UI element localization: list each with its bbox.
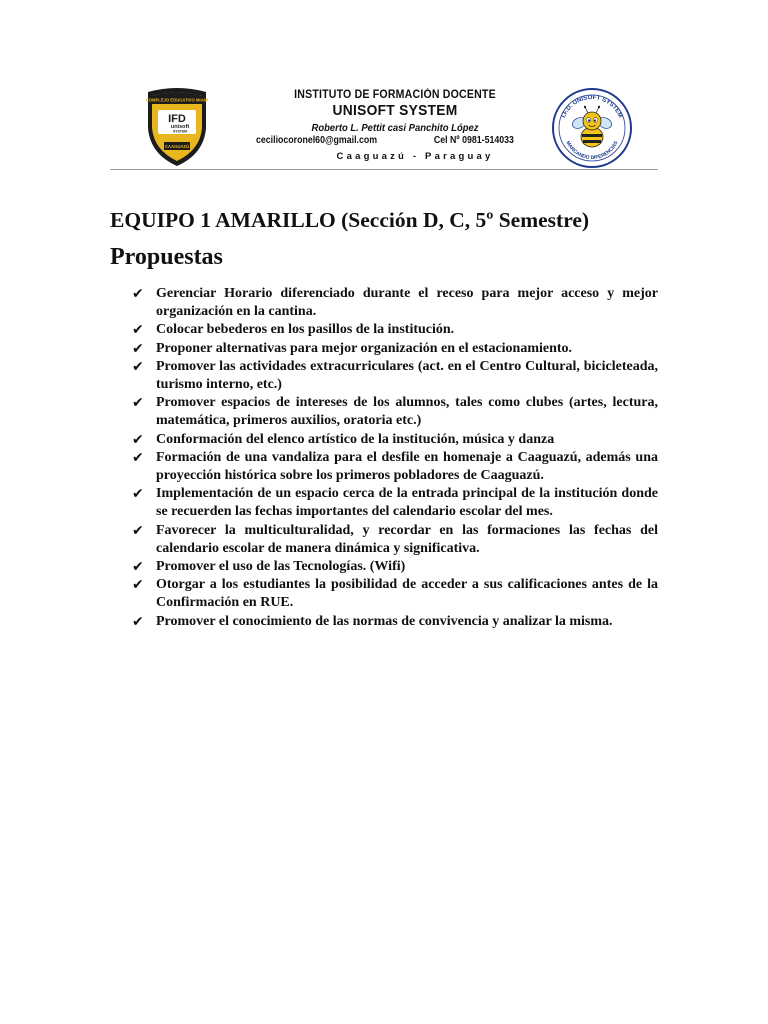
shield-sub-text: SYSTEM [173, 129, 187, 134]
ifd-shield-logo [144, 86, 210, 168]
proposal-item [110, 558, 658, 576]
shield-bottom-text: CAAGUAZÚ [165, 144, 189, 149]
email-address: ceciliocoronel60@gmail.com [256, 135, 378, 146]
badge-ring-bottom: MARCANDO DIFERENCIAS [564, 140, 620, 162]
institute-name: INSTITUTO DE FORMACIÓN DOCENTE [294, 89, 496, 101]
proposal-item [110, 285, 658, 321]
proposal-item [110, 340, 658, 358]
address-line: Roberto L. Pettit casi Panchito López [311, 122, 479, 134]
proposals-list [110, 285, 658, 631]
proposal-item [110, 394, 658, 430]
proposal-item [110, 449, 658, 485]
checkmark-icon: ✔ [132, 340, 144, 357]
proposal-text: Proponer alternativas para mejor organización en el estacionamiento. [156, 340, 573, 356]
proposal-text: Promover el conocimiento de las normas de convivencia y analizar la misma. [156, 613, 613, 629]
proposal-text: Favorecer la multiculturalidad, y recordar en las formaciones las fechas del calendario escolar de manera dinámica y significativa. [156, 522, 658, 556]
checkmark-icon: ✔ [132, 577, 144, 594]
checkmark-icon: ✔ [132, 449, 144, 466]
contact-line [250, 135, 540, 149]
proposal-text: Conformación del elenco artístico de la institución, música y danza [156, 431, 555, 447]
unisoft-badge-logo [551, 87, 633, 169]
checkmark-icon: ✔ [132, 522, 144, 539]
badge-ring-top: I.F.D. UNISOFT SYSTEM [560, 93, 624, 119]
proposal-item [110, 485, 658, 521]
checkmark-icon: ✔ [132, 358, 144, 375]
checkmark-icon: ✔ [132, 559, 144, 576]
shield-top-text: COMPLEJO EDUCATIVO MIAMI [145, 97, 209, 103]
location: Caaguazú - Paraguay [336, 151, 494, 162]
proposal-text: Implementación de un espacio cerca de la entrada principal de la institución donde se recuerden las fechas importantes del calendario escolar del mes. [156, 486, 658, 520]
proposal-text: Gerenciar Horario diferenciado durante el receso para mejor acceso y mejor organización en la cantina. [156, 286, 658, 320]
letterhead-text [250, 84, 540, 162]
proposal-item [110, 431, 658, 449]
shield-brand-text: unisoft [170, 124, 190, 130]
header-divider [110, 169, 658, 170]
proposal-item [110, 613, 658, 631]
page-title: EQUIPO 1 AMARILLO (Sección D, C, 5º Semestre) [110, 208, 590, 232]
proposal-text: Colocar bebederos en los pasillos de la institución. [156, 322, 455, 338]
proposal-text: Promover el uso de las Tecnologías. (Wifi) [156, 559, 406, 575]
proposal-item [110, 522, 658, 558]
proposal-text: Promover espacios de intereses de los alumnos, tales como clubes (artes, lectura, matemática, primeros auxilios, oratoria etc.) [156, 395, 658, 429]
proposal-item [110, 358, 658, 394]
checkmark-icon: ✔ [132, 286, 144, 302]
proposal-item [110, 576, 658, 612]
checkmark-icon: ✔ [132, 395, 144, 412]
checkmark-icon: ✔ [132, 613, 144, 630]
checkmark-icon: ✔ [132, 322, 144, 339]
proposal-item [110, 321, 658, 339]
checkmark-icon: ✔ [132, 431, 144, 448]
proposal-text: Promover las actividades extracurriculares (act. en el Centro Cultural, bicicleteada, turismo interno, etc.) [156, 358, 658, 393]
section-heading: Propuestas [110, 244, 223, 270]
proposal-text: Otorgar a los estudiantes la posibilidad de acceder a sus calificaciones antes de la Confirmación en RUE. [156, 577, 658, 611]
checkmark-icon: ✔ [132, 486, 144, 503]
phone-number: Cel Nº 0981-514033 [433, 135, 514, 146]
proposal-text: Formación de una vandaliza para el desfile en homenaje a Caaguazú, además una proyección histórica sobre los primeros pobladores de Caaguazú. [156, 449, 658, 484]
shield-main-text: IFD [168, 113, 186, 125]
letterhead [110, 84, 658, 170]
system-name: UNISOFT SYSTEM [332, 102, 458, 119]
